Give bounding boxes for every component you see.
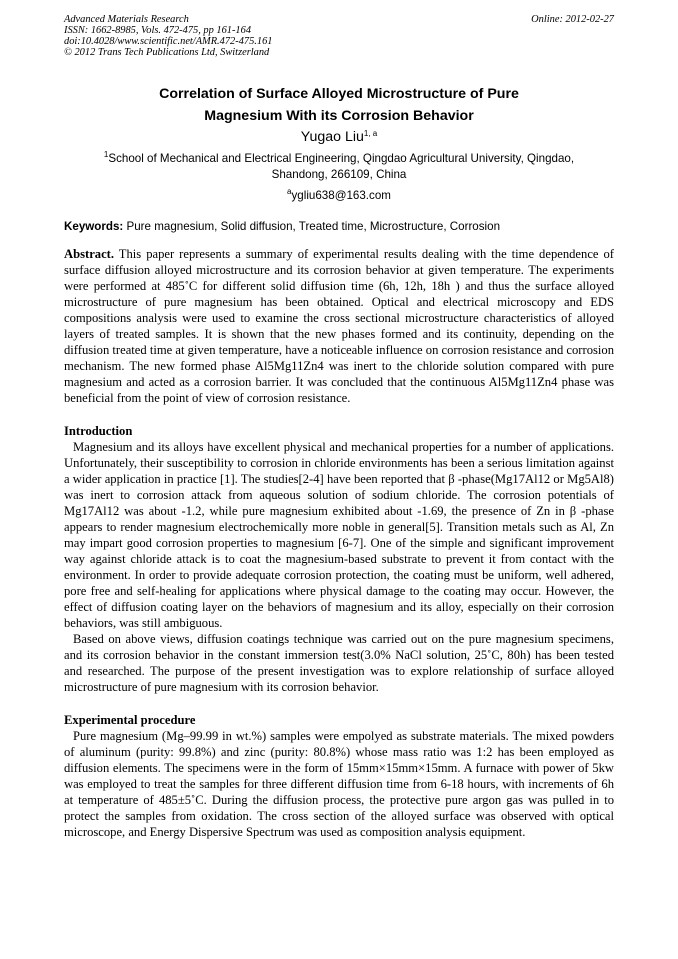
title-line-1: Correlation of Surface Alloyed Microstructure of Pure (159, 86, 519, 102)
paragraph: Magnesium and its alloys have excellent physical and mechanical properties for a number of applications. Unfortunately, their susceptibility to corrosion in chloride environments has been a serious limitation against a wider application in practice [1]. The studies[2-4] have been reported that β -phase(Mg17Al12 or Mg5Al8) was inert to corrosion attack from aqueous solution of sodium chloride. The corrosion potentials of Mg17Al12 was about -1.2, while pure magnesium exhibited about -1.69, the presence of Zn in β -phase appears to render magnesium electrochemically more noble in general[5]. Transition metals such as Al, Zn may impart good corrosion properties to magnesium [6-7]. One of the simple and significant improvement way against chloride attack is to coat the magnesium-based substrate to prevent it from contact with the environment. In order to provide adequate corrosion protection, the coating must be uniform, well adhered, pore free and self-healing for applications where physical damage to the coating may occur. However, the effect of diffusion coating layer on the behaviors of magnesium and its alloy, especially on their corrosion behaviors, was still ambiguous. (64, 440, 614, 630)
paragraph: Pure magnesium (Mg–99.99 in wt.%) samples were empolyed as substrate materials. The mixed powders of aluminum (purity: 99.8%) and zinc (purity: 80.8%) whose mass ratio was 1:2 has been employed as diffusion elements. The specimens were in the form of 15mm×15mm×15mm. A furnace with power of 5kw was employed to treat the samples for three different diffusion time from 6-18 hours, with increments of 6h at temperature of 485±5˚C. During the diffusion process, the protective pure argon gas was pulled in to protect the samples from oxidation. The cross section of the alloyed surface was observed with optical microscope, and Energy Dispersive Spectrum was used as composition analysis equipment. (64, 729, 614, 839)
keywords (64, 219, 614, 235)
paper-page (64, 14, 614, 840)
keywords-label: Keywords: (64, 220, 124, 233)
affiliation (64, 151, 614, 183)
author (64, 127, 614, 147)
section-heading-introduction: Introduction (64, 424, 133, 438)
author-email (64, 188, 614, 204)
email-superscript: a (287, 187, 292, 196)
issn-line: ISSN: 1662-8985, Vols. 472-475, pp 161-164 (64, 25, 252, 36)
section-introduction (64, 439, 614, 695)
abstract (64, 246, 614, 406)
online-date: Online: 2012-02-27 (531, 14, 614, 25)
abstract-text: This paper represents a summary of experimental results dealing with the time dependence of surface diffusion alloyed microstructure and its corrosion behavior at given temperature. The experiments were performed at 485˚C for different solid diffusion time (6h, 12h, 18h ) and thus the surface alloyed microstructure of pure magnesium has been obtained. Optical and electrical microscopy and EDS compositions analysis were used to examine the cross sectional microstructure characteristics of alloyed layers of treated samples. It is shown that the new phases formed and its continuity, depending on the diffusion treated time at given temperature, have a noticeable influence on corrosion resistance and corrosion mechanism. The new formed phase Al5Mg11Zn4 was inert to the chloride solution compared with pure magnesium and acted as a corrosion barrier. It was concluded that the continuous Al5Mg11Zn4 phase was beneficial from the point of view of corrosion resistance. (64, 247, 614, 405)
section-experimental (64, 728, 614, 840)
section-heading-experimental: Experimental procedure (64, 713, 196, 727)
author-name: Yugao Liu (300, 129, 364, 145)
affiliation-line-2: Shandong, 266109, China (271, 168, 407, 181)
paragraph: Based on above views, diffusion coatings technique was carried out on the pure magnesium specimens, and its corrosion behavior in the constant immersion test(3.0% NaCl solution, 25˚C, 80h) has been tested and researched. The purpose of the present investigation was to explore relationship of surface alloyed microstructure of pure magnesium with its corrosion behavior. (64, 632, 614, 694)
copyright-line: © 2012 Trans Tech Publications Ltd, Switzerland (64, 47, 270, 58)
email-address: ygliu638@163.com (291, 189, 391, 202)
paper-title (64, 83, 614, 127)
journal-name: Advanced Materials Research (64, 14, 189, 25)
author-superscript: 1, a (363, 129, 378, 138)
keywords-text: Pure magnesium, Solid diffusion, Treated time, Microstructure, Corrosion (123, 220, 501, 233)
title-line-2: Magnesium With its Corrosion Behavior (204, 108, 474, 124)
affiliation-line-1: School of Mechanical and Electrical Engineering, Qingdao Agricultural University, Qingdao, (108, 152, 575, 165)
doi-line: doi:10.4028/www.scientific.net/AMR.472-475.161 (64, 36, 273, 47)
journal-header (64, 14, 614, 58)
abstract-label: Abstract. (64, 247, 115, 261)
affiliation-superscript: 1 (103, 150, 109, 159)
